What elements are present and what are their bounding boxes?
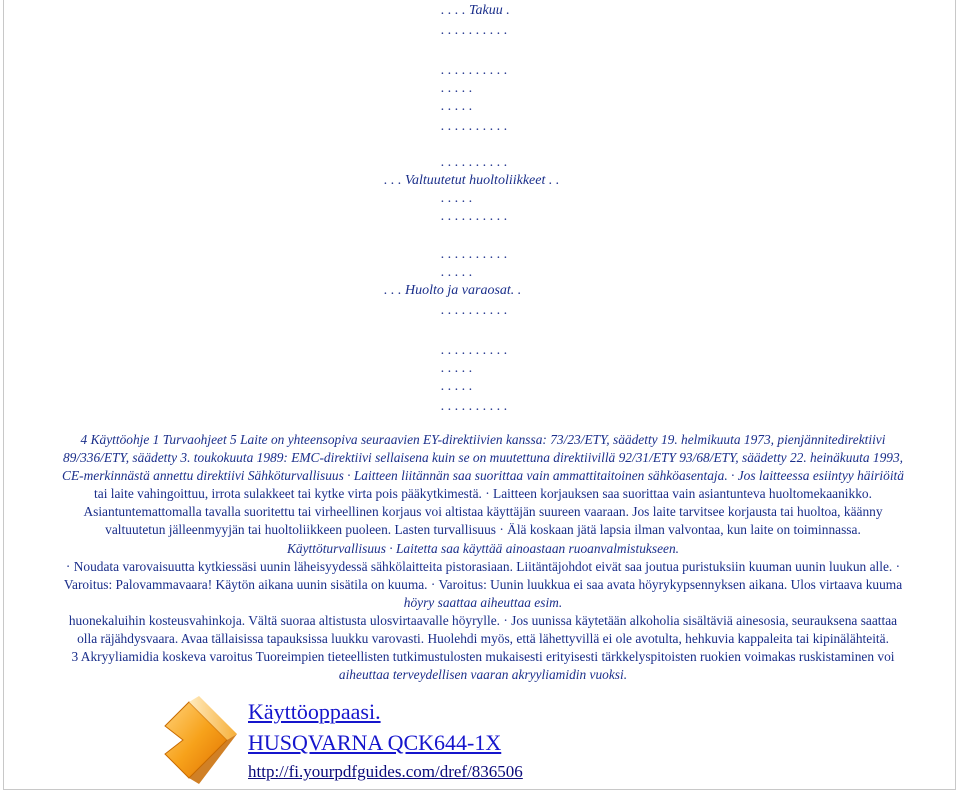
body-line: huonekaluihin kosteusvahinkoja. Vältä suoraa altistusta ulosvirtaavalle höyrylle. · Jos uunissa käytetään alkoholia sisältäviä ainesosia, seurauksena saattaa [68,612,898,628]
body-line: Asiantuntemattomalla tavalla suoritettu tai virheellinen korjaus voi altistaa käyttäjän suureen vaaraan. Jos laite tarvitsee korjausta tai huoltoa, käänny [83,504,883,520]
toc-entry: . . . . . . . . . . [441,343,508,358]
toc-entry: . . . . Takuu . [441,3,510,18]
product-link[interactable]: HUSQVARNA QCK644-1X [248,730,502,755]
page-frame [3,0,956,790]
manual-link[interactable]: Käyttöoppaasi. [248,699,381,724]
body-line: tai laite vahingoittuu, irrota sulakkeet tai kytke virta pois pääkytkimestä. · Laitteen korjauksen saa suorittaa vain asiantunteva huoltomekaanikko. [94,486,872,502]
toc-entry: . . . . . . . . . . [441,399,508,414]
body-line: olla räjähdysvaara. Avaa tällaisissa tapauksissa luukku varovasti. Huolehdi myös, että lähettyvillä ei ole avotulta, hehkuvia kappaleita tai kipinälähteitä. [77,631,889,647]
toc-entry: . . . . . . . . . . [441,155,508,170]
body-line: Varoitus: Palovammavaara! Käytön aikana uunin sisätila on kuuma. · Varoitus: Uunin luukkua ei saa avata höyrykypsennyksen aikana. Ulos virtaava kuuma [63,576,903,592]
toc-entry: . . . . . [441,99,473,114]
toc-entry: . . . . . [441,191,473,206]
toc-entry: . . . . . . . . . . [441,209,508,224]
toc-entry: . . . . . . . . . . [441,119,508,134]
toc-entry: . . . . . . . . . . [441,247,508,262]
toc-entry: . . . . . [441,265,473,280]
toc-entry: . . . Valtuutetut huoltoliikkeet . . [384,173,560,188]
link-block [248,697,523,785]
url-link[interactable]: http://fi.yourpdfguides.com/dref/836506 [248,762,523,781]
toc-entry: . . . . . . . . . . [441,23,508,38]
toc-entry: . . . . . [441,81,473,96]
toc-entry: . . . Huolto ja varaosat. . [384,283,522,298]
body-line: 89/336/ETY, säädetty 3. toukokuuta 1989: EMC-direktiivi sellaisena kuin se on muutettuna direktiivillä 92/31/ETY 93/68/ETY, säädetty 22. heinäkuuta 1993, [62,450,904,466]
toc-entry: . . . . . [441,361,473,376]
orange-arrow-icon [159,690,241,790]
toc-entry: . . . . . . . . . . [441,303,508,318]
document-body [9,431,957,684]
body-line: CE-merkinnästä annettu direktiivi Sähköturvallisuus · Laitteen liitännän saa suorittaa vain ammattitaitoinen sähköasentaja. · Jos laitteessa esiintyy häiriöitä [62,468,904,484]
body-line: Käyttöturvallisuus · Laitetta saa käyttää ainoastaan ruoanvalmistukseen. [286,540,680,556]
body-line: 3 Akryyliamidia koskeva varoitus Tuoreimpien tieteellisten tutkimustulosten mukaisesti erityisesti tärkkelyspitoisten ruokien voimakas ruskistaminen voi [71,649,895,665]
body-line: · Noudata varovaisuutta kytkiessäsi uunin läheisyydessä sähkölaitteita pistorasiaan. Liitäntäjohdot eivät saa joutua puristuksiin kuuman uunin luukun alle. · [65,558,901,574]
toc-entry: . . . . . [441,379,473,394]
body-line: höyry saattaa aiheuttaa esim. [403,594,563,610]
toc-entry: . . . . . . . . . . [441,63,508,78]
body-line: aiheuttaa terveydellisen vaaran akryyliamidin vuoksi. [338,667,628,683]
body-line: valtuutetun jälleenmyyjän tai huoltoliikkeen puoleen. Lasten turvallisuus · Älä koskaan jätä lapsia ilman valvontaa, kun laite on toiminnassa. [105,522,861,538]
body-line: 4 Käyttöohje 1 Turvaohjeet 5 Laite on yhteensopiva seuraavien EY-direktiivien kanssa: 73/23/ETY, säädetty 19. helmikuuta 1973, pienjännitedirektiivi [80,432,886,447]
